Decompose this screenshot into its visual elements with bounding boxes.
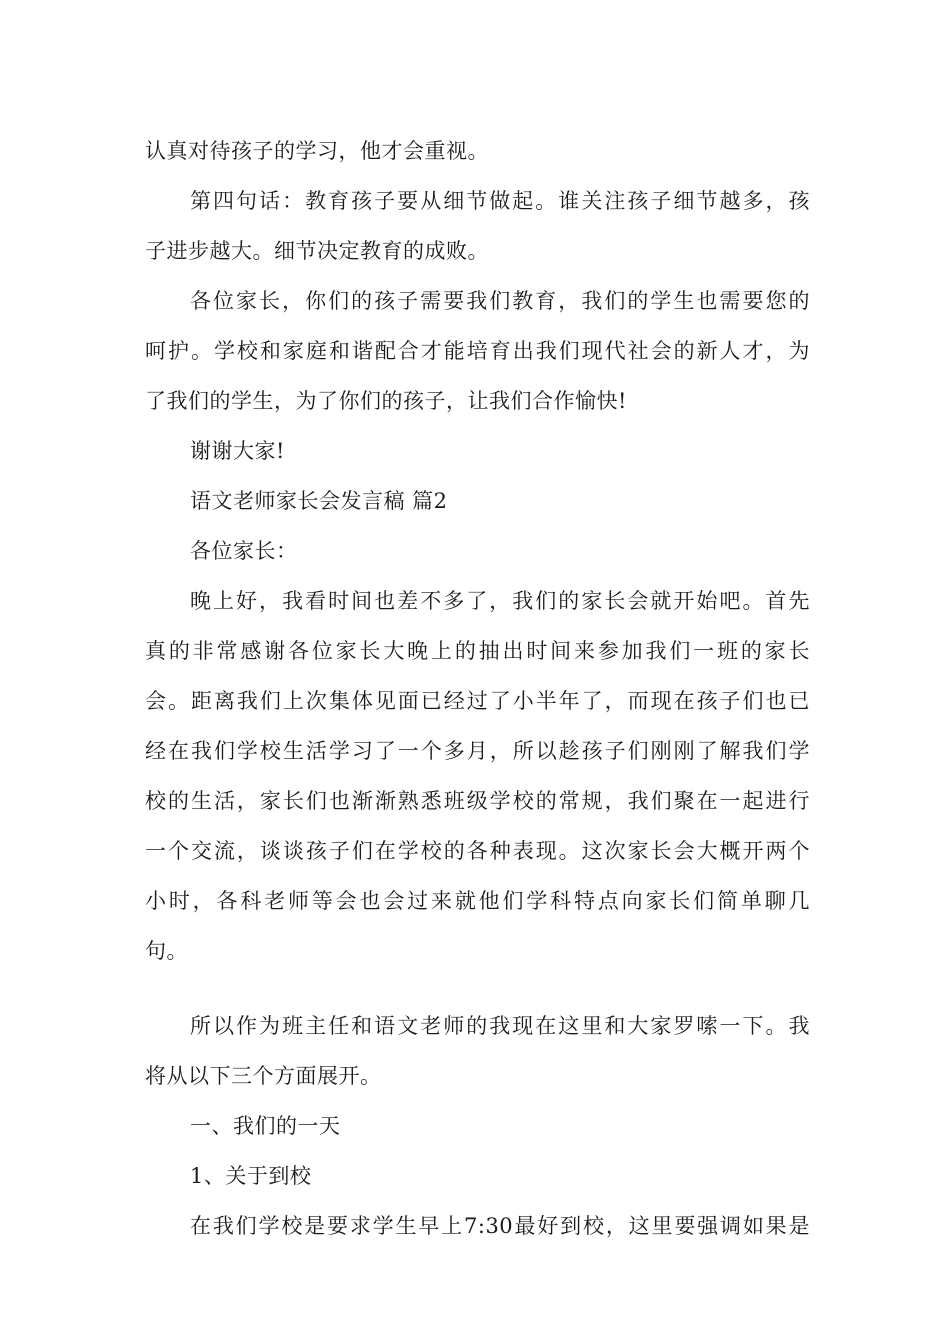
text-line: 认真对待孩子的学习，他才会重视。 xyxy=(145,139,489,163)
subheading: 1、关于到校 xyxy=(190,1164,312,1188)
subheading: 一、我们的一天 xyxy=(190,1114,341,1138)
text-line: 晚上好，我看时间也差不多了，我们的家长会就开始吧。首先 xyxy=(190,589,810,613)
text-line: 一个交流，谈谈孩子们在学校的各种表现。这次家长会大概开两个 xyxy=(145,839,810,863)
text-line: 小时，各科老师等会也会过来就他们学科特点向家长们简单聊几 xyxy=(145,889,810,913)
salutation: 各位家长： xyxy=(190,539,298,563)
text-line: 谢谢大家! xyxy=(190,439,285,463)
text-line: 所以作为班主任和语文老师的我现在这里和大家罗嗦一下。我 xyxy=(190,1014,810,1038)
text-line: 呵护。学校和家庭和谐配合才能培育出我们现代社会的新人才，为 xyxy=(145,339,810,363)
text-line: 子进步越大。细节决定教育的成败。 xyxy=(145,239,489,263)
text-line: 在我们学校是要求学生早上7:30最好到校，这里要强调如果是 xyxy=(190,1214,810,1238)
text-line: 将从以下三个方面展开。 xyxy=(145,1064,382,1088)
text-line: 第四句话：教育孩子要从细节做起。谁关注孩子细节越多，孩 xyxy=(190,189,810,213)
text-line: 各位家长，你们的孩子需要我们教育，我们的学生也需要您的 xyxy=(190,289,810,313)
section-heading: 语文老师家长会发言稿 篇2 xyxy=(190,489,448,513)
text-line: 经在我们学校生活学习了一个多月，所以趁孩子们刚刚了解我们学 xyxy=(145,739,810,763)
text-line: 句。 xyxy=(145,939,188,963)
text-line: 了我们的学生，为了你们的孩子，让我们合作愉快! xyxy=(145,389,627,413)
text-line: 校的生活，家长们也渐渐熟悉班级学校的常规，我们聚在一起进行 xyxy=(145,789,810,813)
text-line: 会。距离我们上次集体见面已经过了小半年了，而现在孩子们也已 xyxy=(145,689,810,713)
text-line: 真的非常感谢各位家长大晚上的抽出时间来参加我们一班的家长 xyxy=(145,639,810,663)
